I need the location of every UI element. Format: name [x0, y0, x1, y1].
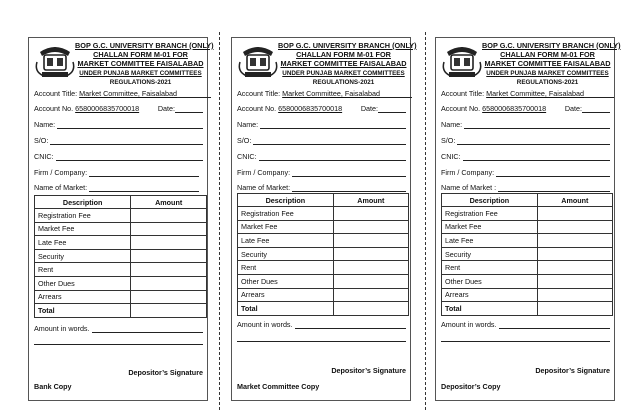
header-form-title: CHALLAN FORM M-01 FOR: [93, 50, 188, 60]
fee-rent: Rent: [442, 261, 538, 275]
market-field[interactable]: [441, 183, 610, 192]
fee-market: Market Fee: [238, 220, 334, 234]
amount-words-field[interactable]: [34, 324, 203, 333]
amount-cell[interactable]: [333, 261, 408, 275]
header-regulations: REGULATIONS-2021: [312, 78, 375, 86]
fee-market: Market Fee: [35, 222, 131, 236]
account-no-field: [441, 104, 610, 113]
divider-2: [425, 32, 426, 410]
amount-cell[interactable]: [333, 288, 408, 302]
col-description: Description: [35, 196, 131, 209]
university-logo-icon: [441, 42, 483, 80]
challan-market-committee-copy: [231, 37, 417, 401]
name-field[interactable]: [34, 120, 203, 129]
amount-cell[interactable]: [537, 207, 612, 221]
fee-registration: Registration Fee: [35, 209, 131, 223]
account-title-field: [237, 89, 406, 98]
account-title-label: Account Title:: [34, 89, 78, 98]
fee-arrears: Arrears: [35, 290, 131, 304]
firm-field[interactable]: [441, 168, 610, 177]
divider-1: [219, 32, 220, 410]
fees-table: [441, 193, 613, 316]
table-total-row: [238, 302, 409, 316]
fee-other-dues: Other Dues: [35, 276, 131, 290]
amount-cell[interactable]: [537, 261, 612, 275]
account-title-label: Account Title:: [441, 89, 485, 98]
header-form-title: CHALLAN FORM M-01 FOR: [296, 50, 391, 60]
table-row: [35, 276, 207, 290]
table-row: [442, 274, 613, 288]
amount-words-field[interactable]: [441, 320, 610, 329]
amount-cell[interactable]: [537, 220, 612, 234]
name-label: Name:: [34, 120, 56, 129]
fee-late: Late Fee: [35, 236, 131, 250]
copy-name: Bank Copy: [34, 382, 72, 391]
amount-cell[interactable]: [537, 288, 612, 302]
table-row: [238, 220, 409, 234]
amount-words-field[interactable]: [237, 320, 406, 329]
amount-cell[interactable]: [333, 247, 408, 261]
firm-field[interactable]: [34, 168, 203, 177]
amount-words-label: Amount in words.: [237, 320, 293, 329]
form-header: [75, 41, 214, 87]
amount-cell[interactable]: [537, 234, 612, 248]
total-amount-cell[interactable]: [537, 302, 612, 316]
depositor-signature: Depositor’s Signature: [331, 366, 406, 375]
col-description: Description: [442, 194, 538, 207]
amount-words-label: Amount in words.: [34, 324, 90, 333]
fee-total: Total: [442, 302, 538, 316]
so-label: S/O:: [237, 136, 252, 145]
account-title-value: Market Committee, Faisalabad: [79, 89, 178, 98]
cnic-label: CNIC:: [34, 152, 54, 161]
amount-cell[interactable]: [131, 263, 207, 277]
name-field[interactable]: [237, 120, 406, 129]
table-header-row: [442, 194, 613, 207]
fee-security: Security: [238, 247, 334, 261]
amount-cell[interactable]: [537, 274, 612, 288]
amount-words-line2[interactable]: [237, 341, 406, 342]
market-field[interactable]: [237, 183, 406, 192]
header-under: UNDER PUNJAB MARKET COMMITTEES: [486, 69, 609, 77]
amount-words-label: Amount in words.: [441, 320, 497, 329]
so-label: S/O:: [34, 136, 49, 145]
challan-depositor-copy: [435, 37, 621, 401]
fees-table: [237, 193, 409, 316]
table-row: [238, 274, 409, 288]
copy-name: Depositor’s Copy: [441, 382, 501, 391]
table-row: [238, 207, 409, 221]
date-input[interactable]: [378, 105, 406, 113]
amount-words-line2[interactable]: [441, 341, 610, 342]
account-title-field: [34, 89, 203, 98]
fee-other-dues: Other Dues: [238, 274, 334, 288]
amount-cell[interactable]: [537, 247, 612, 261]
so-label: S/O:: [441, 136, 456, 145]
cnic-label: CNIC:: [441, 152, 461, 161]
fee-other-dues: Other Dues: [442, 274, 538, 288]
depositor-signature: Depositor’s Signature: [535, 366, 610, 375]
table-row: [35, 236, 207, 250]
account-title-value: Market Committee, Faisalabad: [282, 89, 381, 98]
name-field[interactable]: [441, 120, 610, 129]
account-title-value: Market Committee, Faisalabad: [486, 89, 585, 98]
table-row: [35, 263, 207, 277]
cnic-field[interactable]: [441, 152, 610, 161]
fee-rent: Rent: [35, 263, 131, 277]
table-row: [238, 234, 409, 248]
total-amount-cell[interactable]: [131, 304, 207, 318]
account-no-label: Account No.: [34, 104, 74, 113]
market-field[interactable]: [34, 183, 203, 192]
table-row: [238, 288, 409, 302]
account-no-field: [237, 104, 406, 113]
table-row: [35, 222, 207, 236]
table-header-row: [238, 194, 409, 207]
copy-name: Market Committee Copy: [237, 382, 320, 391]
header-regulations: REGULATIONS-2021: [516, 78, 579, 86]
firm-field[interactable]: [237, 168, 406, 177]
header-bank-branch: BOP G.C. UNIVERSITY BRANCH (ONLY): [278, 41, 417, 50]
total-amount-cell[interactable]: [333, 302, 408, 316]
amount-cell[interactable]: [333, 220, 408, 234]
table-row: [442, 234, 613, 248]
amount-cell[interactable]: [333, 207, 408, 221]
market-label: Name of Market :: [441, 183, 497, 192]
header-committee: MARKET COMMITTEE FAISALABAD: [77, 59, 204, 69]
amount-cell[interactable]: [333, 274, 408, 288]
amount-cell[interactable]: [131, 249, 207, 263]
name-label: Name:: [441, 120, 463, 129]
so-field[interactable]: [237, 136, 406, 145]
challan-bank-copy: [28, 37, 214, 401]
fee-arrears: Arrears: [238, 288, 334, 302]
table-row: [35, 290, 207, 304]
table-total-row: [35, 304, 207, 318]
so-field[interactable]: [34, 136, 203, 145]
fee-late: Late Fee: [442, 234, 538, 248]
cnic-label: CNIC:: [237, 152, 257, 161]
amount-cell[interactable]: [131, 290, 207, 304]
cnic-field[interactable]: [34, 152, 203, 161]
account-no-label: Account No.: [237, 104, 277, 113]
account-no-label: Account No.: [441, 104, 481, 113]
account-no-value: 6580006835700018: [482, 104, 547, 113]
header-regulations: REGULATIONS-2021: [109, 78, 172, 86]
table-row: [35, 249, 207, 263]
header-bank-branch: BOP G.C. UNIVERSITY BRANCH (ONLY): [482, 41, 621, 50]
amount-cell[interactable]: [333, 234, 408, 248]
table-row: [442, 207, 613, 221]
amount-cell[interactable]: [131, 236, 207, 250]
fee-total: Total: [35, 304, 131, 318]
table-header-row: [35, 196, 207, 209]
table-row: [442, 220, 613, 234]
firm-label: Firm / Company:: [237, 168, 291, 177]
date-label: Date:: [157, 104, 175, 113]
table-row: [442, 261, 613, 275]
account-title-label: Account Title:: [237, 89, 281, 98]
table-total-row: [442, 302, 613, 316]
fee-rent: Rent: [238, 261, 334, 275]
firm-label: Firm / Company:: [441, 168, 495, 177]
fee-market: Market Fee: [442, 220, 538, 234]
col-amount: Amount: [131, 196, 207, 209]
fee-registration: Registration Fee: [238, 207, 334, 221]
col-description: Description: [238, 194, 334, 207]
header-bank-branch: BOP G.C. UNIVERSITY BRANCH (ONLY): [75, 41, 214, 50]
table-row: [35, 209, 207, 223]
col-amount: Amount: [333, 194, 408, 207]
fee-security: Security: [35, 249, 131, 263]
fee-arrears: Arrears: [442, 288, 538, 302]
account-no-field: [34, 104, 203, 113]
form-header: [278, 41, 417, 87]
so-field[interactable]: [441, 136, 610, 145]
header-committee: MARKET COMMITTEE FAISALABAD: [280, 59, 407, 69]
table-row: [238, 247, 409, 261]
col-amount: Amount: [537, 194, 612, 207]
university-logo-icon: [237, 42, 279, 80]
form-header: [482, 41, 621, 87]
market-label: Name of Market:: [34, 183, 88, 192]
fees-table: [34, 195, 207, 318]
date-input[interactable]: [582, 105, 610, 113]
fee-late: Late Fee: [238, 234, 334, 248]
market-label: Name of Market:: [237, 183, 291, 192]
amount-cell[interactable]: [131, 222, 207, 236]
date-label: Date:: [360, 104, 378, 113]
university-logo-icon: [34, 42, 76, 80]
header-form-title: CHALLAN FORM M-01 FOR: [500, 50, 595, 60]
header-under: UNDER PUNJAB MARKET COMMITTEES: [282, 69, 405, 77]
amount-cell[interactable]: [131, 209, 207, 223]
header-under: UNDER PUNJAB MARKET COMMITTEES: [79, 69, 202, 77]
account-title-field: [441, 89, 610, 98]
header-committee: MARKET COMMITTEE FAISALABAD: [484, 59, 611, 69]
fee-total: Total: [238, 302, 334, 316]
depositor-signature: Depositor’s Signature: [128, 368, 203, 377]
account-no-value: 6580006835700018: [75, 104, 140, 113]
table-row: [442, 247, 613, 261]
firm-label: Firm / Company:: [34, 168, 88, 177]
fee-security: Security: [442, 247, 538, 261]
date-label: Date:: [564, 104, 582, 113]
amount-cell[interactable]: [131, 276, 207, 290]
table-row: [238, 261, 409, 275]
name-label: Name:: [237, 120, 259, 129]
fee-registration: Registration Fee: [442, 207, 538, 221]
amount-words-line2[interactable]: [34, 344, 203, 345]
date-input[interactable]: [175, 105, 203, 113]
cnic-field[interactable]: [237, 152, 406, 161]
table-row: [442, 288, 613, 302]
account-no-value: 6580006835700018: [278, 104, 343, 113]
